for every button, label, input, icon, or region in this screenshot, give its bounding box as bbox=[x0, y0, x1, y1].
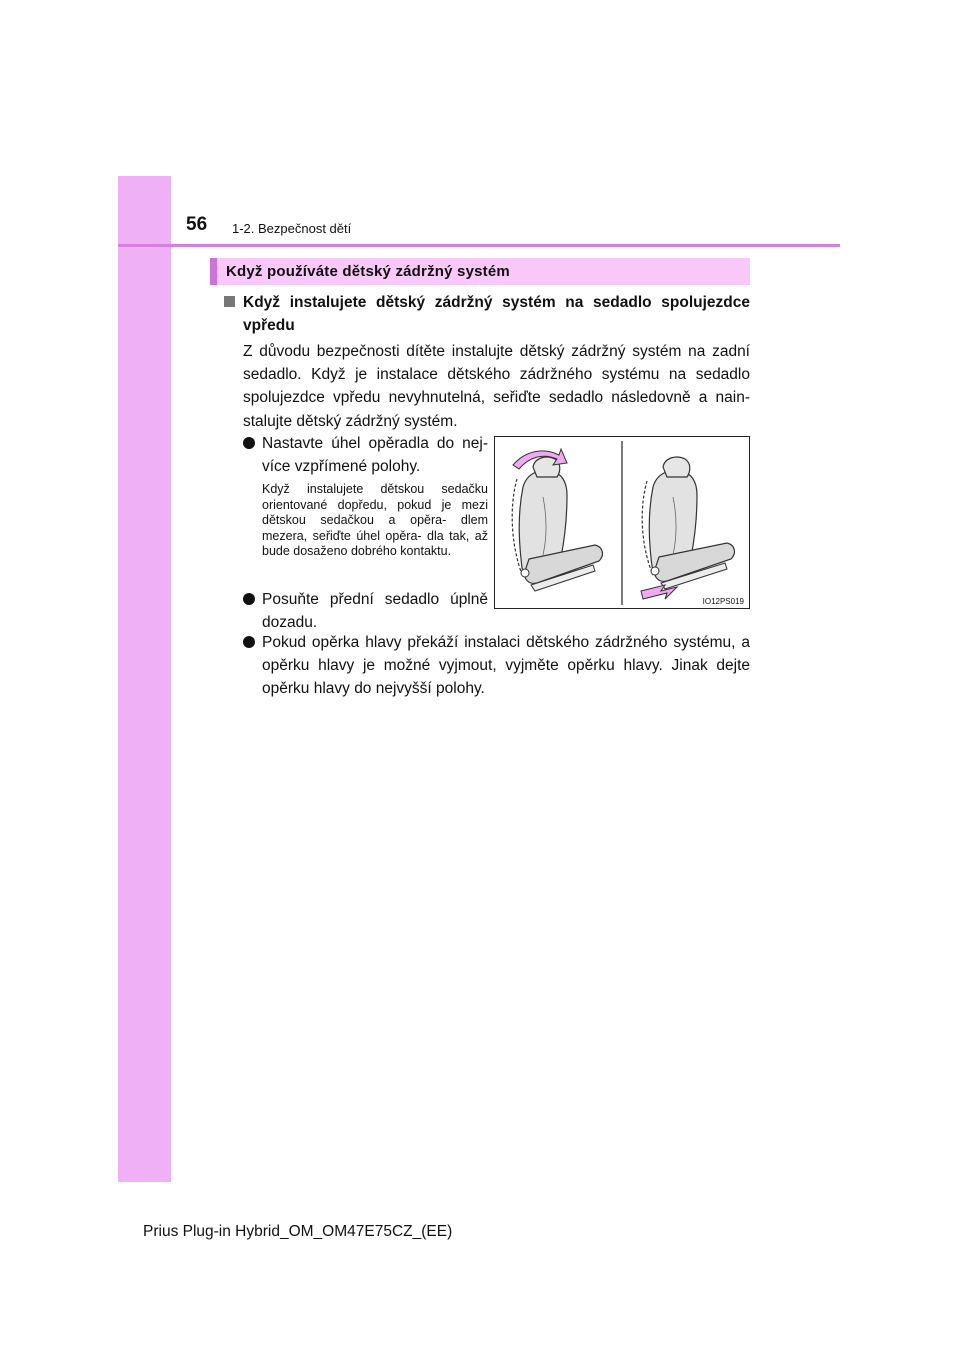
figure-code: IO12PS019 bbox=[702, 597, 744, 606]
bullet-text: Pokud opěrka hlavy překáží instalaci dětského zádržného systému, a opěrku hlavy je možné vyjmout, vyjměte opěrku hlavy. Jinak dejte opěrku hlavy do nejvyšší polohy. bbox=[262, 634, 750, 698]
side-tab-band bbox=[118, 176, 171, 1182]
page-number: 56 bbox=[186, 214, 208, 235]
seat-adjustment-figure bbox=[494, 436, 750, 609]
bullet-item bbox=[243, 631, 750, 701]
subsection-heading bbox=[224, 291, 750, 337]
bullet-text: Posuňte přední sedadlo úplně dozadu. bbox=[262, 591, 488, 632]
seat-recline-icon bbox=[512, 457, 602, 591]
bullet-dot-icon bbox=[243, 636, 255, 648]
subsection-title: Když instalujete dětský zádržný systém na sedadlo spolujezdce vpředu bbox=[243, 294, 750, 334]
bullet-dot-icon bbox=[243, 593, 255, 605]
seat-slide-icon bbox=[642, 457, 734, 589]
bullet-item bbox=[243, 588, 488, 634]
seat-illustration bbox=[495, 437, 751, 610]
section-title: Když používáte dětský zádržný systém bbox=[210, 258, 750, 285]
document-footer: Prius Plug-in Hybrid_OM_OM47E75CZ_(EE) bbox=[143, 1223, 453, 1240]
bullet-note: Když instalujete dětskou sedačku orientované dopředu, pokud je mezi dětskou sedačkou a opěra- dlem mezera, seřiďte úhel opěra- dla tak, až bude dosaženo dobrého kontaktu. bbox=[262, 482, 488, 559]
header-rule bbox=[118, 244, 840, 247]
square-bullet-icon bbox=[224, 296, 235, 307]
bullet-item bbox=[243, 432, 488, 478]
bullet-text: Nastavte úhel opěradla do nej- více vzpřímené polohy. bbox=[262, 435, 488, 476]
bullet-dot-icon bbox=[243, 437, 255, 449]
intro-paragraph: Z důvodu bezpečnosti dítěte instalujte dětský zádržný systém na zadní sedadlo. Když je instalace dětského zádržného systému na sedadlo spolujezdce vpředu nevyhnutelná, seřiďte sedadlo následovně a nain- stalujte dětský zádržný systém. bbox=[243, 343, 750, 430]
breadcrumb: 1-2. Bezpečnost dětí bbox=[232, 221, 352, 236]
